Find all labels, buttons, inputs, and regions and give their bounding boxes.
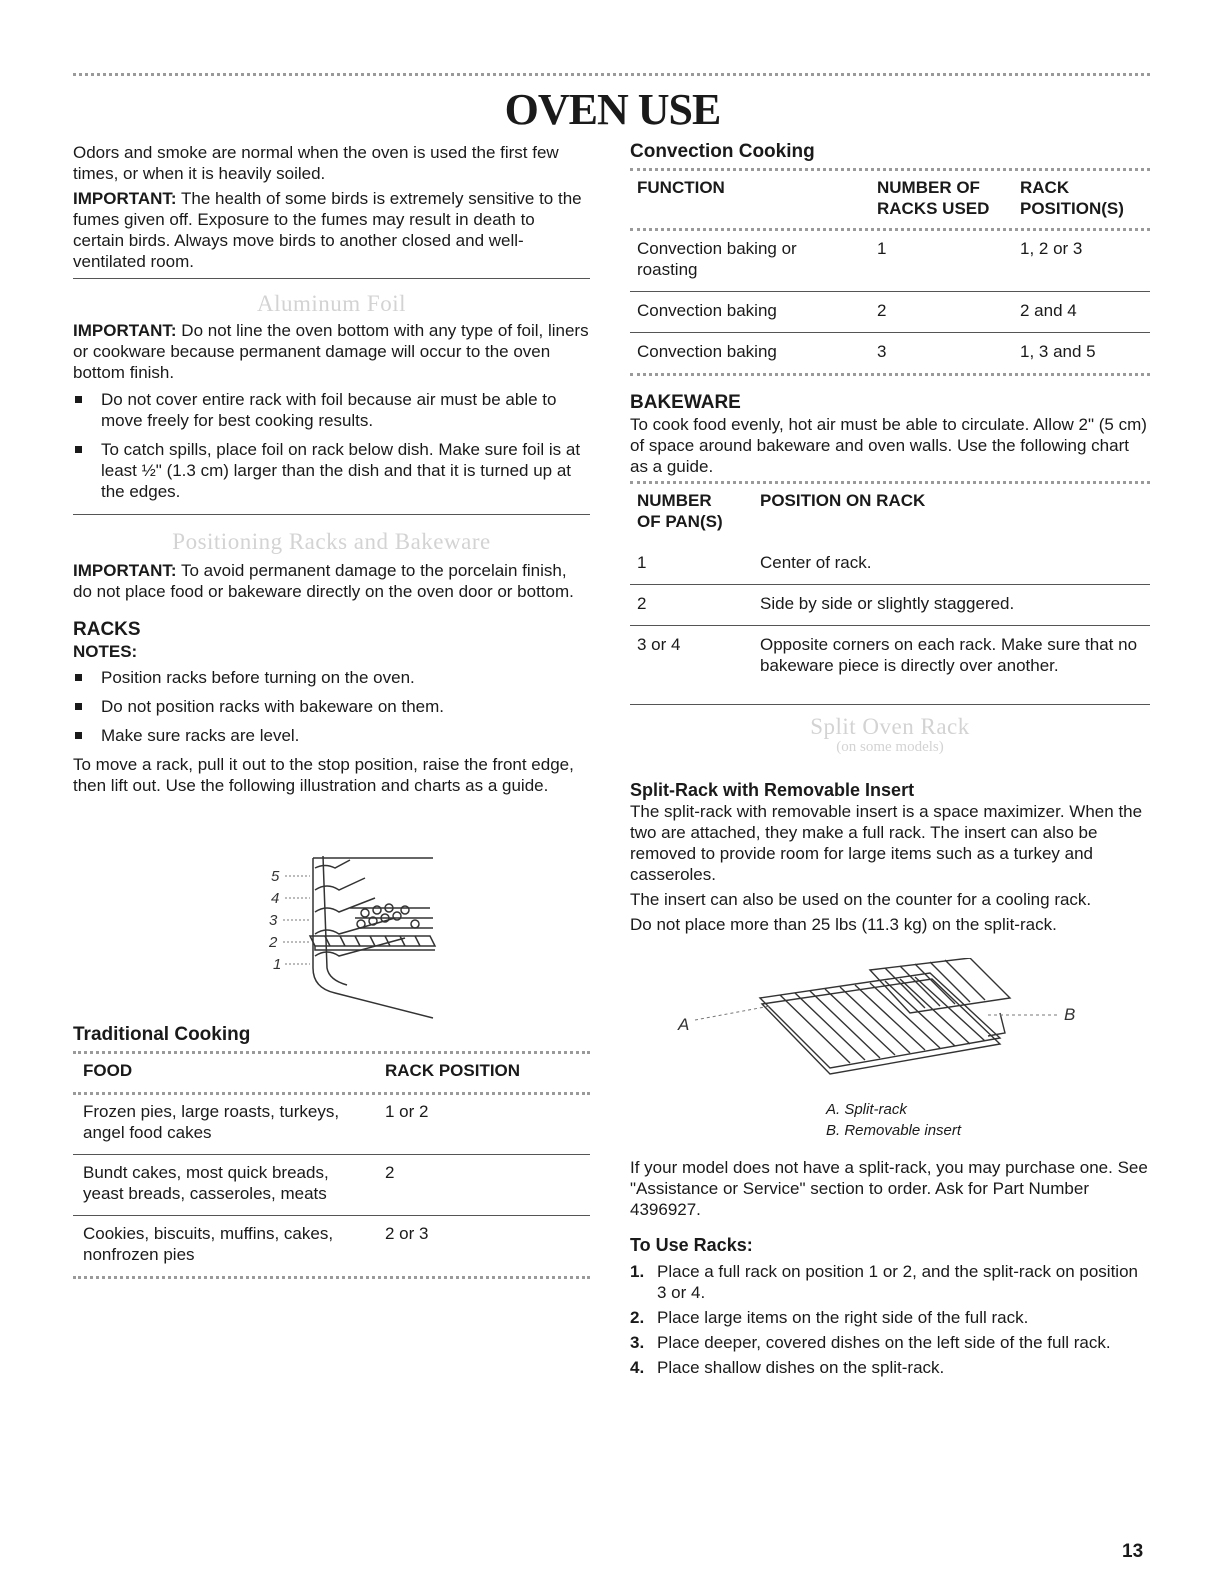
- table-row: Cookies, biscuits, muffins, cakes, nonfrozen pies: [83, 1224, 334, 1264]
- table-cell: Center of rack.: [760, 553, 872, 572]
- list-item: Do not position racks with bakeware on them.: [73, 696, 590, 717]
- list-item: 1. Place a full rack on position 1 or 2, and the split-rack on position 3 or 4.: [630, 1262, 1138, 1302]
- step-text: Place deeper, covered dishes on the left side of the full rack.: [657, 1333, 1111, 1352]
- list-item: Position racks before turning on the oven.: [73, 667, 590, 688]
- convection-header-position: RACK POSITION(S): [1020, 178, 1124, 218]
- to-use-racks-heading: To Use Racks:: [630, 1235, 753, 1255]
- section-divider: [73, 514, 590, 515]
- bakeware-paragraph: To cook food evenly, hot air must be able to circulate. Allow 2" (5 cm) of space around bakeware and oven walls. Use the following chart as a guide.: [630, 415, 1147, 476]
- table-cell: 1, 3 and 5: [1020, 342, 1096, 361]
- rack-label-4: 4: [271, 890, 280, 907]
- top-rule: [73, 73, 1150, 76]
- use-racks-steps: [630, 1261, 1150, 1378]
- list-item: 3. Place deeper, covered dishes on the left side of the full rack.: [630, 1333, 1111, 1352]
- split-rack-subtitle: (on some models): [836, 739, 944, 755]
- split-rack-paragraph-2: The insert can also be used on the counter for a cooling rack.: [630, 890, 1092, 909]
- notes-list: [73, 667, 590, 746]
- table-rule: [630, 228, 1150, 231]
- convection-header-number: NUMBER OF RACKS USED: [877, 178, 990, 218]
- rack-positions-illustration: [255, 838, 445, 1023]
- purchase-paragraph: If your model does not have a split-rack, you may purchase one. See "Assistance or Service" section to order. Ask for Part Number 4396927.: [630, 1158, 1148, 1219]
- row-divider: [630, 332, 1150, 333]
- table-cell: 1: [877, 239, 887, 258]
- foil-important-label: IMPORTANT:: [73, 321, 177, 340]
- step-text: Place shallow dishes on the split-rack.: [657, 1358, 945, 1377]
- table-row: Convection baking: [637, 301, 777, 320]
- traditional-header-food: FOOD: [83, 1061, 133, 1080]
- rack-label-2: 2: [269, 934, 278, 951]
- positioning-section: [73, 531, 590, 800]
- table-cell: Side by side or slightly staggered.: [760, 594, 1015, 613]
- table-row: Bundt cakes, most quick breads, yeast breads, casseroles, meats: [83, 1163, 329, 1203]
- section-divider: [73, 278, 590, 279]
- table-row: Convection baking or roasting: [637, 239, 797, 279]
- table-cell: Opposite corners on each rack. Make sure that no bakeware piece is directly over another.: [760, 635, 1138, 675]
- row-divider: [73, 1215, 590, 1216]
- caption-split-rack: A. Split-rack: [826, 1101, 907, 1118]
- table-cell: 3: [877, 342, 887, 361]
- traditional-cooking-heading: Traditional Cooking: [73, 1024, 251, 1045]
- table-cell: 2: [877, 301, 887, 320]
- important-label: IMPORTANT:: [73, 189, 177, 208]
- list-item: 4. Place shallow dishes on the split-rack.: [630, 1358, 945, 1377]
- page-number: 13: [1122, 1541, 1144, 1562]
- foil-important-text: Do not line the oven bottom with any type of foil, liners or cookware because permanent damage will occur to the oven bottom finish.: [73, 321, 589, 382]
- split-rack-usage: [630, 1157, 1150, 1382]
- table-row: 3 or 4: [637, 635, 681, 654]
- label-a: A: [678, 1015, 690, 1034]
- table-row: 1: [637, 553, 647, 572]
- bakeware-header-number: NUMBER OF PAN(S): [637, 491, 723, 531]
- positioning-important-text: To avoid permanent damage to the porcelain finish, do not place food or bakeware directly on the oven door or bottom.: [73, 561, 574, 601]
- list-item: To catch spills, place foil on rack below dish. Make sure foil is at least ½" (1.3 cm) larger than the dish and that it is turned up at the edges.: [73, 439, 590, 502]
- row-divider: [630, 625, 1150, 626]
- table-cell: 1, 2 or 3: [1020, 239, 1083, 258]
- row-divider: [73, 1154, 590, 1155]
- split-rack-heading: Split-Rack with Removable Insert: [630, 780, 915, 800]
- bakeware-header-position: POSITION ON RACK: [760, 491, 926, 510]
- step-text: Place large items on the right side of the full rack.: [657, 1308, 1029, 1327]
- intro-paragraph: Odors and smoke are normal when the oven is used the first few times, or when it is heavily soiled.: [73, 143, 559, 183]
- table-row: Convection baking: [637, 342, 777, 361]
- page-title: OVEN USE: [504, 85, 721, 134]
- intro-section: [73, 142, 590, 276]
- table-rule: [630, 481, 1150, 484]
- row-divider: [630, 291, 1150, 292]
- convection-header-function: FUNCTION: [637, 178, 725, 197]
- foil-bullet-list: [73, 389, 590, 502]
- table-cell: 2 and 4: [1020, 301, 1077, 320]
- aluminum-foil-title: Aluminum Foil: [257, 291, 406, 316]
- notes-heading: NOTES:: [73, 642, 138, 661]
- foil-important-paragraph: [73, 320, 590, 383]
- traditional-header-rack: RACK POSITION: [385, 1061, 521, 1080]
- table-row: Frozen pies, large roasts, turkeys, angel food cakes: [83, 1102, 340, 1142]
- table-rule: [73, 1092, 590, 1095]
- rack-label-3: 3: [269, 912, 278, 929]
- table-cell: 2 or 3: [385, 1224, 429, 1243]
- split-rack-paragraph-3: Do not place more than 25 lbs (11.3 kg) on the split-rack.: [630, 915, 1057, 934]
- convection-cooking-heading: Convection Cooking: [630, 141, 815, 162]
- label-b: B: [1064, 1005, 1076, 1024]
- table-row: 2: [637, 594, 647, 613]
- important-text: The health of some birds is extremely sensitive to the fumes given off. Exposure to the fumes may result in death to certain birds. Always move birds to another closed and well-ventilated room.: [73, 189, 582, 271]
- table-cell: 1 or 2: [385, 1102, 429, 1121]
- positioning-important-label: IMPORTANT:: [73, 561, 177, 580]
- move-rack-paragraph: To move a rack, pull it out to the stop position, raise the front edge, then lift out. Use the following illustration and charts as a guide.: [73, 755, 574, 795]
- step-text: Place a full rack on position 1 or 2, and the split-rack on position 3 or 4.: [657, 1262, 1138, 1302]
- positioning-title: Positioning Racks and Bakeware: [172, 529, 491, 554]
- aluminum-foil-section: [73, 293, 590, 510]
- table-cell: 2: [385, 1163, 395, 1182]
- row-divider: [630, 584, 1150, 585]
- split-rack-illustration: [670, 958, 1090, 1093]
- rack-label-1: 1: [273, 956, 282, 973]
- table-rule: [630, 373, 1150, 376]
- rack-label-5: 5: [271, 868, 280, 885]
- split-rack-section: [630, 716, 1150, 939]
- list-item: 2. Place large items on the right side of the full rack.: [630, 1308, 1029, 1327]
- racks-heading: RACKS: [73, 619, 141, 640]
- positioning-important-paragraph: [73, 560, 590, 602]
- bakeware-heading: BAKEWARE: [630, 392, 741, 413]
- split-rack-title: Split Oven Rack: [810, 714, 970, 739]
- caption-removable-insert: B. Removable insert: [826, 1122, 962, 1139]
- section-divider: [630, 704, 1150, 705]
- table-rule: [630, 168, 1150, 171]
- bakeware-section: [630, 391, 1150, 481]
- split-rack-paragraph: The split-rack with removable insert is a space maximizer. When the two are attached, they make a full rack. The insert can also be removed to provide room for large items such as a turkey and casseroles.: [630, 802, 1143, 884]
- list-item: Make sure racks are level.: [73, 725, 590, 746]
- important-birds-paragraph: [73, 188, 590, 272]
- table-rule: [73, 1051, 590, 1054]
- table-rule: [73, 1276, 590, 1279]
- list-item: Do not cover entire rack with foil because air must be able to move freely for best cooking results.: [73, 389, 590, 431]
